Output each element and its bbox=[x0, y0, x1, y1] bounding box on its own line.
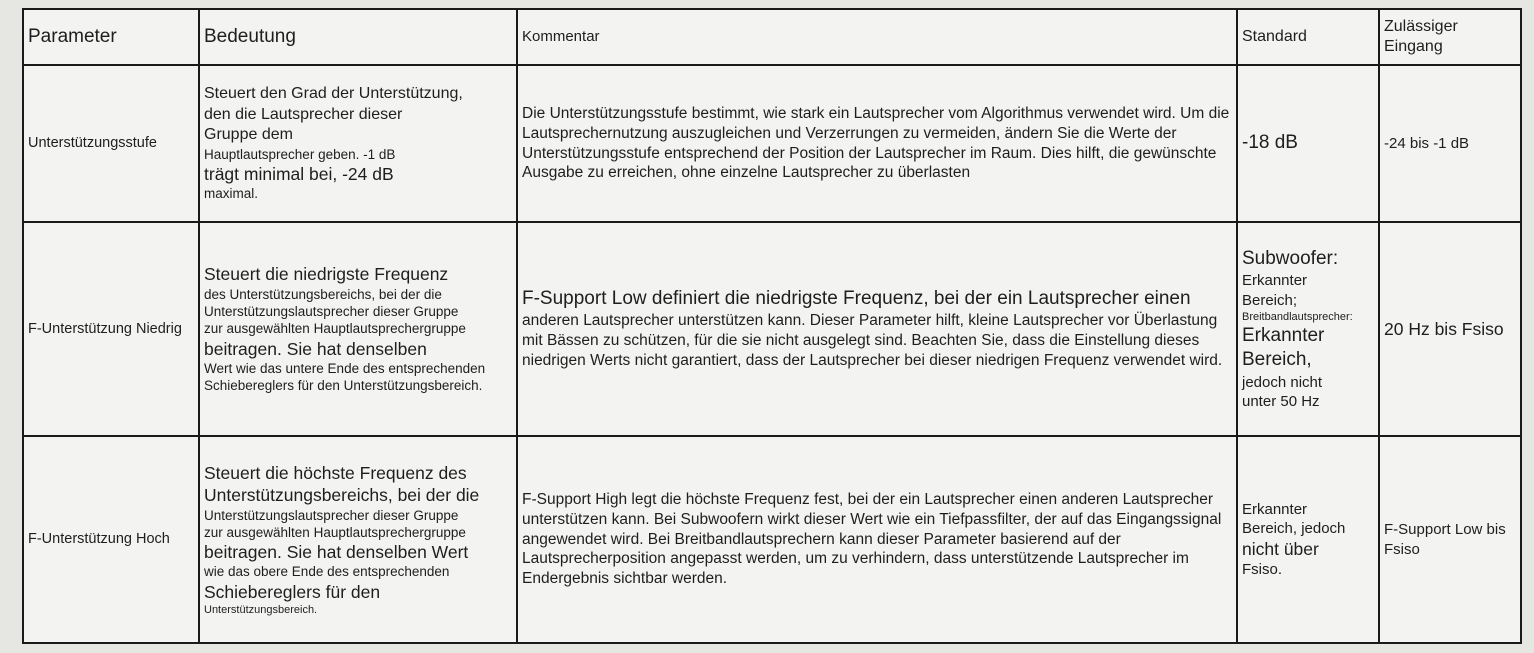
meaning-line: Steuert die niedrigste Frequenz bbox=[204, 264, 449, 285]
allowed-cell bbox=[1379, 222, 1521, 436]
meaning-line: Unterstützungslautsprecher dieser Gruppe bbox=[204, 304, 459, 320]
header-allowed-input: Zulässiger Eingang bbox=[1379, 9, 1521, 65]
allowed-text: 20 Hz bis Fsiso bbox=[1384, 318, 1504, 339]
meaning-line: Schiebereglers für den Unterstützungsbereich. bbox=[204, 378, 483, 394]
comment-text: Die Unterstützungsstufe bestimmt, wie stark ein Lautsprecher vom Algorithmus verwendet wird. Um die Lautsprechernutzung auszugleichen und Verzerrungen zu vermeiden, ändern Sie die Werte der Unterstützungsstufe entsprechend der Position der Lautsprecher im Raum. Dies hilft, die gewünschte Ausgabe zu erreichen, ohne einzelne Lautsprecher zu überlasten bbox=[522, 104, 1230, 182]
default-line: Bereich, jedoch bbox=[1242, 519, 1346, 537]
meaning-line: des Unterstützungsbereichs, bei der die bbox=[204, 286, 442, 302]
comment-text: anderen Lautsprecher unterstützen kann. Dieser Parameter hilft, kleine Lautsprecher vor Überlastung mit Bässen zu schützen, für die sie nicht ausgelegt sind. Beachten Sie, dass die Einstellung dieses niedrigen Werts nicht garantiert, dass der Lautsprecher bei dieser niedrigen Frequenz verwendet wird. bbox=[522, 312, 1223, 370]
meaning-line: zur ausgewählten Hauptlautsprechergruppe bbox=[204, 524, 466, 540]
meaning-line: den die Lautsprecher dieser bbox=[204, 105, 403, 123]
default-line: Subwoofer: bbox=[1242, 248, 1339, 270]
table-row bbox=[23, 436, 1521, 643]
header-default: Standard bbox=[1237, 9, 1379, 65]
meaning-line: Gruppe dem bbox=[204, 126, 293, 144]
meaning-line: Steuert den Grad der Unterstützung, bbox=[204, 85, 463, 103]
table-row bbox=[23, 65, 1521, 222]
meaning-line: Steuert die höchste Frequenz des bbox=[204, 462, 467, 483]
default-line: Breitbandlautsprecher: bbox=[1242, 310, 1353, 323]
header-comment: Kommentar bbox=[517, 9, 1237, 65]
header-meaning: Bedeutung bbox=[199, 9, 517, 65]
default-line: Fsiso. bbox=[1242, 561, 1283, 579]
param-name: F-Unterstützung Niedrig bbox=[23, 222, 199, 436]
allowed-cell: -24 bis -1 dB bbox=[1379, 65, 1521, 222]
meaning-line: beitragen. Sie hat denselben bbox=[204, 338, 427, 359]
parameter-table bbox=[22, 8, 1522, 644]
meaning-line: Unterstützungsbereichs, bei der die bbox=[204, 485, 480, 506]
meaning-line: Unterstützungsbereich. bbox=[204, 604, 318, 617]
meaning-line: Hauptlautsprecher geben. -1 dB bbox=[204, 146, 396, 162]
header-parameter: Parameter bbox=[23, 9, 199, 65]
allowed-cell bbox=[1379, 436, 1521, 643]
meaning-cell bbox=[199, 65, 517, 222]
meaning-cell bbox=[199, 436, 517, 643]
default-line: Erkannter bbox=[1242, 500, 1308, 518]
default-cell bbox=[1237, 222, 1379, 436]
comment-cell bbox=[517, 436, 1237, 643]
default-line: unter 50 Hz bbox=[1242, 392, 1320, 410]
default-line: jedoch nicht bbox=[1242, 373, 1323, 391]
comment-cell bbox=[517, 222, 1237, 436]
comment-cell bbox=[517, 65, 1237, 222]
meaning-cell bbox=[199, 222, 517, 436]
meaning-line: wie das obere Ende des entsprechenden bbox=[204, 564, 450, 580]
meaning-line: Wert wie das untere Ende des entsprechenden bbox=[204, 361, 486, 377]
default-line: Bereich; bbox=[1242, 291, 1298, 309]
meaning-line: maximal. bbox=[204, 186, 259, 202]
default-line: nicht über bbox=[1242, 538, 1319, 559]
meaning-line: Unterstützungslautsprecher dieser Gruppe bbox=[204, 507, 459, 523]
meaning-line: zur ausgewählten Hauptlautsprechergruppe bbox=[204, 321, 466, 337]
meaning-line: beitragen. Sie hat denselben Wert bbox=[204, 542, 469, 563]
default-cell bbox=[1237, 65, 1379, 222]
default-line: Erkannter bbox=[1242, 324, 1325, 346]
param-name: Unterstützungsstufe bbox=[23, 65, 199, 222]
default-line: Erkannter bbox=[1242, 272, 1308, 290]
allowed-text: F-Support Low bis Fsiso bbox=[1384, 521, 1506, 558]
param-name: F-Unterstützung Hoch bbox=[23, 436, 199, 643]
comment-text: F-Support High legt die höchste Frequenz fest, bei der ein Lautsprecher einen anderen Lautsprecher unterstützen kann. Bei Subwoofern wirkt dieser Wert wie ein Tiefpassfilter, der auf das Eingangssignal angewendet wird. Bei Breitbandlautsprechern kann dieser Parameter basierend auf der Lautsprecherposition angepasst werden, um zu verhindern, dass unterstützende Lautsprecher im Endergebnis sichtbar werden. bbox=[522, 490, 1222, 588]
meaning-line: Schiebereglers für den bbox=[204, 581, 381, 602]
header-row bbox=[23, 9, 1521, 65]
comment-lead: F-Support Low definiert die niedrigste Frequenz, bei der ein Lautsprecher einen bbox=[522, 288, 1191, 310]
default-cell bbox=[1237, 436, 1379, 643]
table-row bbox=[23, 222, 1521, 436]
meaning-line: trägt minimal bei, -24 dB bbox=[204, 164, 394, 184]
default-line: -18 dB bbox=[1242, 132, 1298, 154]
default-line: Bereich, bbox=[1242, 349, 1312, 371]
